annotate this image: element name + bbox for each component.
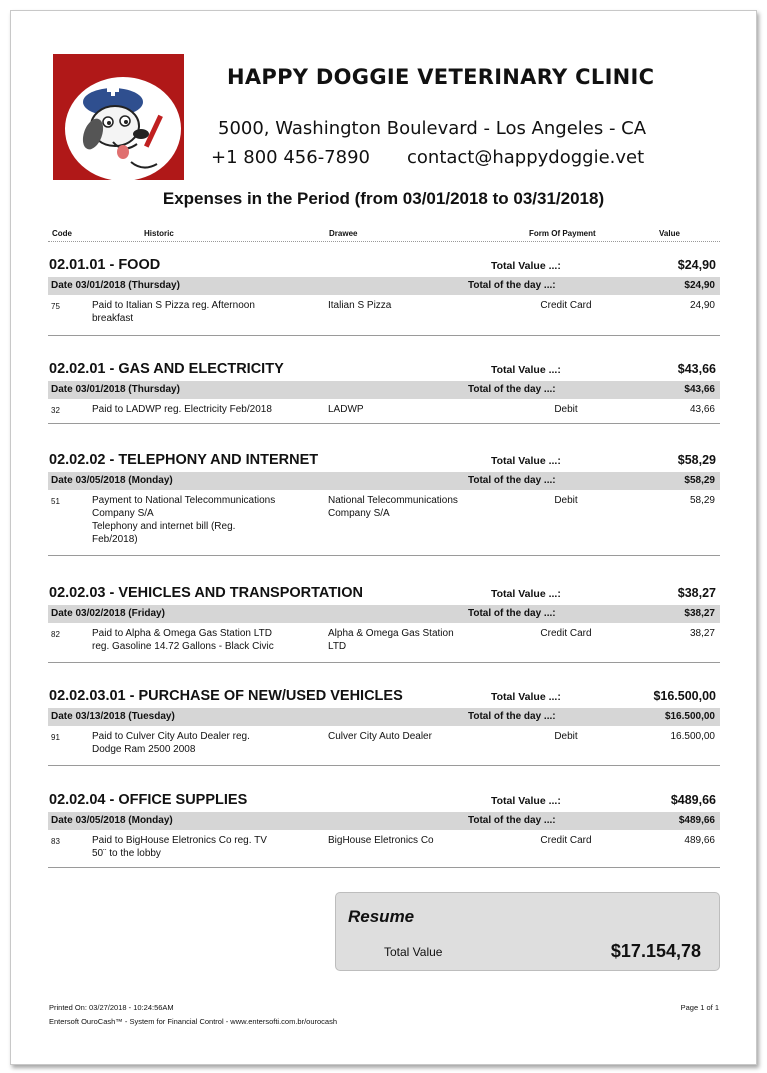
- expense-section-telephony-internet: [48, 451, 720, 556]
- column-header-value: Value: [659, 229, 680, 238]
- footer-page-number: Page 1 of 1: [680, 1003, 719, 1012]
- row-historic: Paid to Italian S Pizza reg. Afternoon breakfast: [92, 300, 255, 324]
- expense-section-office-supplies: [48, 791, 720, 868]
- resume-total-value: $17.154,78: [610, 941, 701, 961]
- day-date: Date 03/01/2018 (Thursday): [51, 384, 180, 395]
- day-total-label: Total of the day ...:: [468, 384, 556, 395]
- resume-title: Resume: [348, 907, 415, 926]
- clinic-address: 5000, Washington Boulevard - Los Angeles - CA: [218, 118, 647, 139]
- section-total-value: $58,29: [677, 453, 716, 467]
- row-drawee: National Telecommunications Company S/A: [328, 495, 458, 519]
- section-total-label: Total Value ...:: [491, 795, 561, 807]
- table-row: [48, 490, 720, 556]
- day-total-label: Total of the day ...:: [468, 280, 556, 291]
- day-total-value: $489,66: [678, 815, 715, 826]
- row-drawee: Italian S Pizza: [328, 300, 392, 311]
- row-drawee: BigHouse Eletronics Co: [328, 835, 434, 846]
- day-total-value: $24,90: [684, 280, 715, 291]
- row-code: 32: [51, 406, 60, 415]
- row-drawee: LADWP: [328, 404, 364, 415]
- row-form-of-payment: Credit Card: [540, 300, 592, 311]
- row-form-of-payment: Credit Card: [540, 835, 592, 846]
- row-code: 82: [51, 630, 60, 639]
- section-total-value: $43,66: [677, 362, 716, 376]
- expense-section-gas-electricity: [48, 360, 720, 424]
- day-total-label: Total of the day ...:: [468, 475, 556, 486]
- section-title: 02.01.01 - FOOD: [49, 257, 161, 273]
- row-value: 43,66: [689, 404, 715, 415]
- day-date: Date 03/05/2018 (Monday): [51, 815, 173, 826]
- day-total-value: $38,27: [684, 608, 715, 619]
- section-total-value: $489,66: [670, 793, 716, 807]
- day-date: Date 03/05/2018 (Monday): [51, 475, 173, 486]
- day-band: [48, 812, 720, 830]
- row-drawee: Alpha & Omega Gas Station LTD: [328, 628, 454, 652]
- row-form-of-payment: Credit Card: [540, 628, 592, 639]
- footer-printed-on: Printed On: 03/27/2018 - 10:24:56AM: [49, 1003, 174, 1012]
- table-row: [48, 295, 720, 336]
- row-value: 24,90: [689, 300, 715, 311]
- row-code: 83: [51, 837, 60, 846]
- row-form-of-payment: Debit: [554, 404, 578, 415]
- table-row: [48, 726, 720, 766]
- day-total-label: Total of the day ...:: [468, 711, 556, 722]
- day-total-value: $58,29: [684, 475, 715, 486]
- row-drawee: Culver City Auto Dealer: [328, 731, 432, 742]
- row-form-of-payment: Debit: [554, 731, 578, 742]
- day-date: Date 03/13/2018 (Tuesday): [51, 711, 175, 722]
- report-title: Expenses in the Period (from 03/01/2018 to 03/31/2018): [162, 189, 605, 208]
- day-band: [48, 708, 720, 726]
- day-total-label: Total of the day ...:: [468, 815, 556, 826]
- section-total-label: Total Value ...:: [491, 455, 561, 467]
- day-total-value: $43,66: [684, 384, 715, 395]
- section-total-label: Total Value ...:: [491, 260, 561, 272]
- column-header-code: Code: [52, 229, 72, 238]
- row-historic: Paid to Culver City Auto Dealer reg. Dodge Ram 2500 2008: [92, 731, 250, 755]
- resume-box: [335, 892, 720, 971]
- day-band: [48, 605, 720, 623]
- expense-section-vehicles-transportation: [48, 584, 720, 663]
- row-historic: Payment to National Telecommunications Company S/A: [92, 495, 276, 519]
- report-page: [10, 10, 757, 1065]
- row-value: 489,66: [684, 835, 715, 846]
- day-total-label: Total of the day ...:: [468, 608, 556, 619]
- section-total-value: $38,27: [677, 586, 716, 600]
- header-divider: [48, 241, 720, 242]
- footer-system: Entersoft OuroCash™ - System for Financial Control - www.entersofti.com.br/ourocash: [49, 1017, 338, 1026]
- row-code: 91: [51, 733, 60, 742]
- row-code: 51: [51, 497, 60, 506]
- row-historic: Paid to BigHouse Eletronics Co reg. TV 50¨ to the lobby: [92, 835, 267, 859]
- row-historic: Paid to Alpha & Omega Gas Station LTD reg. Gasoline 14.72 Gallons - Black Civic: [92, 628, 274, 652]
- row-code: 75: [51, 302, 60, 311]
- section-total-value: $16.500,00: [653, 689, 716, 703]
- section-total-label: Total Value ...:: [491, 691, 561, 703]
- column-header-drawee: Drawee: [329, 229, 358, 238]
- row-value: 16.500,00: [670, 731, 715, 742]
- day-band: [48, 277, 720, 295]
- clinic-email: contact@happydoggie.vet: [407, 147, 645, 168]
- expense-section-purchase-vehicles: [48, 687, 720, 766]
- section-title: 02.02.01 - GAS AND ELECTRICITY: [49, 361, 284, 377]
- table-row: [48, 830, 720, 868]
- section-title: 02.02.03 - VEHICLES AND TRANSPORTATION: [49, 585, 363, 601]
- table-row: [48, 623, 720, 663]
- section-total-label: Total Value ...:: [491, 364, 561, 376]
- section-total-label: Total Value ...:: [491, 588, 561, 600]
- clinic-phone: +1 800 456-7890: [211, 147, 370, 168]
- clinic-name: HAPPY DOGGIE VETERINARY CLINIC: [227, 65, 655, 89]
- column-header-form-of-payment: Form Of Payment: [529, 229, 596, 238]
- table-row: [48, 399, 720, 424]
- expense-section-food: [48, 256, 720, 336]
- day-band: [48, 381, 720, 399]
- day-date: Date 03/02/2018 (Friday): [51, 608, 165, 619]
- row-value: 38,27: [689, 628, 715, 639]
- day-total-value: $16.500,00: [664, 711, 715, 722]
- section-title: 02.02.04 - OFFICE SUPPLIES: [49, 792, 248, 808]
- row-historic-detail: Telephony and internet bill (Reg. Feb/2018): [92, 521, 236, 545]
- day-date: Date 03/01/2018 (Thursday): [51, 280, 180, 291]
- section-title: 02.02.03.01 - PURCHASE OF NEW/USED VEHICLES: [49, 688, 403, 704]
- section-total-value: $24,90: [677, 258, 716, 272]
- column-header-historic: Historic: [144, 229, 174, 238]
- row-form-of-payment: Debit: [554, 495, 578, 506]
- row-value: 58,29: [689, 495, 715, 506]
- day-band: [48, 472, 720, 490]
- resume-total-label: Total Value: [384, 945, 443, 959]
- row-historic: Paid to LADWP reg. Electricity Feb/2018: [92, 404, 272, 415]
- section-title: 02.02.02 - TELEPHONY AND INTERNET: [49, 452, 319, 468]
- clinic-logo: [53, 54, 184, 180]
